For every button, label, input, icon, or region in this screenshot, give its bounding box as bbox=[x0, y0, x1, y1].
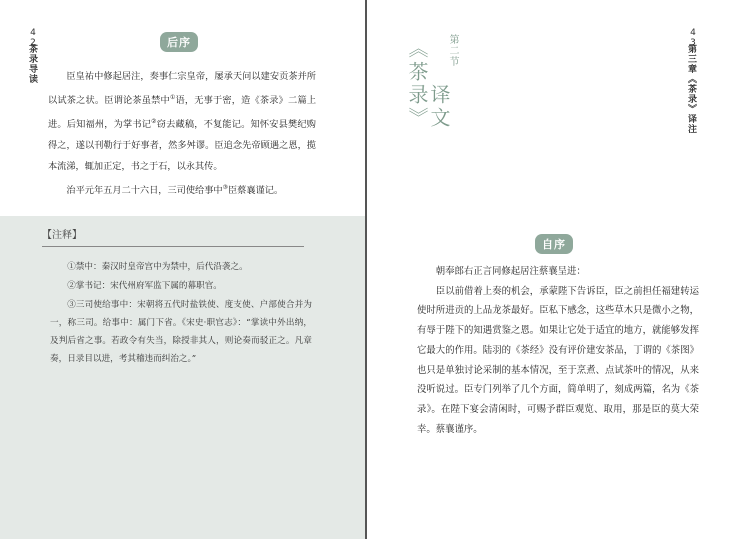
note-item: ②掌书记：宋代州府军监下属的幕职官。 bbox=[67, 281, 222, 291]
preface-paragraph: 朝奉郎右正言同修起居注蔡襄呈进： bbox=[435, 266, 586, 277]
page-number-right: 43 bbox=[688, 28, 698, 48]
notes-title: 【注释】 bbox=[42, 230, 82, 241]
page-number-left: 42 bbox=[28, 28, 38, 48]
note-item: ③三司使给事中：宋朝将五代时盐铁使、度支使、户部使合并为一，称三司。给事中：属门下省。《宋史·职官志》：“掌读中外出纳，及判后省之事。若政令有失当，除授非其人，则论奏而驳正之。凡章奏，日录目以进，考其稽违而纠治之。” bbox=[50, 300, 312, 364]
preface-body bbox=[417, 262, 699, 439]
postface-paragraph-2: 治平元年五月二十六日，三司使给事中③臣蔡襄谨记。 bbox=[66, 184, 284, 197]
section-label-postface: 后序 bbox=[160, 32, 198, 52]
footnote-ref-1[interactable]: ① bbox=[169, 94, 176, 101]
section-number: 第二节 bbox=[447, 34, 458, 67]
chapter-subtitle: 译文 bbox=[427, 84, 451, 130]
notes-divider bbox=[42, 246, 304, 247]
section-label-preface: 自序 bbox=[535, 234, 573, 254]
footnote-ref-3[interactable]: ③ bbox=[222, 184, 228, 192]
running-head-left: 茶录导读 bbox=[27, 44, 37, 84]
chapter-title: 《茶录》 bbox=[405, 38, 429, 130]
postface-paragraph-1: 臣皇祐中修起居注，奏事仁宗皇帝，屡承天问以建安贡茶并所以试茶之状。臣谓论茶虽禁中①语，无事于密，造《茶录》二篇上进。后知福州，为掌书记②窃去藏稿，不复能记。知怀安县樊纪购得之，遂以刊勒行于好事者，然多舛谬。臣追念先帝顾遇之恩，揽本流涕，辄加正定，书之于石，以永其传。 bbox=[48, 71, 317, 173]
notes-list bbox=[50, 258, 312, 369]
footnote-ref-2[interactable]: ② bbox=[151, 118, 157, 126]
running-head-right: 第三章《茶录》译注 bbox=[686, 44, 696, 134]
preface-paragraph: 臣以前借着上奏的机会，承蒙陛下告诉臣，臣之前担任福建转运使时所进贡的上品龙茶最好。臣私下感念，这些草木只是微小之物，有辱于陛下的知遇赏鉴之恩。如果让它处于适宜的地方，就能够发挥它最大的作用。陆羽的《茶经》没有评价建安茶品，丁谓的《茶图》也只是单独讨论采制的基本情况，至于烹煮、点试茶叶的情况，从来没听说过。臣专门列举了几个方面，简单明了，刻成两篇，名为《茶录》。在陛下宴会清闲时，可赐予群臣观览、取用，那是臣的莫大荣幸。蔡襄谨序。 bbox=[417, 285, 699, 435]
right-page bbox=[367, 0, 730, 539]
postface-body bbox=[48, 66, 316, 201]
note-item: ①禁中：秦汉时皇帝宫中为禁中，后代沿袭之。 bbox=[67, 262, 248, 272]
